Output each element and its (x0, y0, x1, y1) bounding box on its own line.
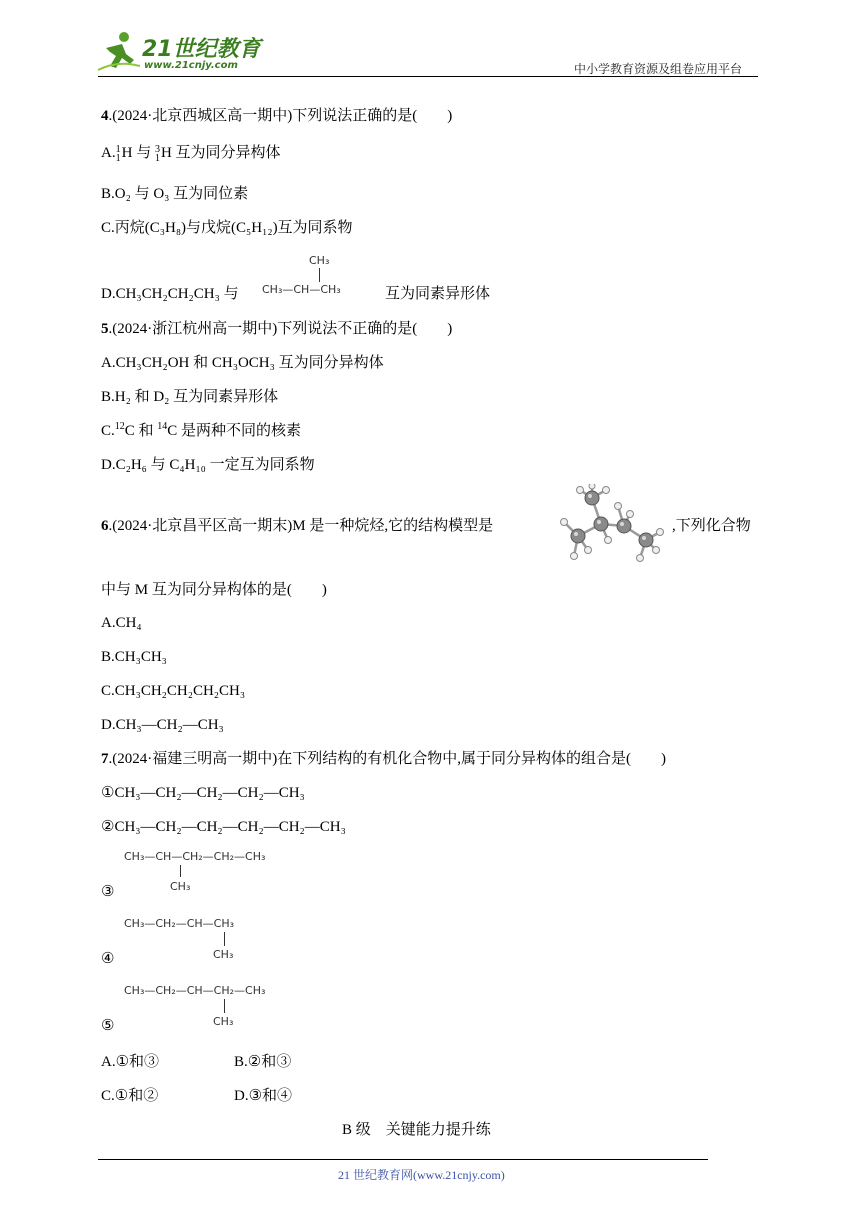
logo-url: www.21cnjy.com (144, 60, 238, 71)
q7-option-b: B.②和③ (234, 1054, 292, 1070)
q7-item-2: ②CH₃—CH₂—CH₂—CH₂—CH₂—CH₃ (101, 819, 346, 835)
q7-item-4-sub: CH₃ (213, 948, 234, 961)
q7-item-3-struct: CH₃—CH—CH₂—CH₂—CH₃ (124, 850, 266, 863)
q6-stem-line2: 中与 M 互为同分异构体的是( ) (101, 582, 327, 598)
q6-stem-after: ,下列化合物 (672, 518, 751, 534)
q7-item-5-struct: CH₃—CH₂—CH—CH₂—CH₃ (124, 984, 266, 997)
q5-c-mid: C 和 (124, 423, 158, 439)
header-tagline: 中小学教育资源及组卷应用平台 (574, 62, 743, 76)
q4-a-prefix: A. (101, 145, 116, 161)
q7-option-c: C.①和② (101, 1088, 159, 1104)
runner-logo-icon (96, 30, 140, 74)
q7-item-5-label: ⑤ (101, 1018, 115, 1034)
q4-a-el1: H (121, 145, 133, 161)
q4-a-iso2: 3 1 (154, 143, 160, 164)
q7-stem-text: .(2024·福建三明高一期中)在下列结构的有机化合物中,属于同分异构体的组合是( ) (108, 751, 666, 767)
q6-stem-text: .(2024·北京昌平区高一期末)M 是一种烷烃,它的结构模型是 (108, 518, 494, 534)
logo-text: 21世纪教育 (142, 37, 261, 62)
q4-option-c: C.丙烷(C₃H₈)与戊烷(C₅H₁₂)互为同系物 (101, 220, 353, 236)
q4-option-d-text: D.CH₃CH₂CH₂CH₃ 与 (101, 286, 239, 302)
q6-option-b: B.CH₃CH₃ (101, 649, 167, 665)
q5-c-post: C 是两种不同的核素 (167, 423, 302, 439)
q6-option-a: A.CH₄ (101, 615, 142, 631)
q5-option-a: A.CH₃CH₂OH 和 CH₃OCH₃ 互为同分异构体 (101, 355, 384, 371)
q4-d-struct-main: CH₃—CH—CH₃ (262, 283, 341, 296)
q4-stem (101, 106, 452, 126)
header-logo (96, 30, 266, 76)
q5-option-d: D.C₂H₆ 与 C₄H₁₀ 一定互为同系物 (101, 457, 315, 473)
q4-option-a (101, 143, 281, 163)
q6-stem (101, 516, 493, 536)
q4-a-el2: H (160, 145, 172, 161)
q7-option-d: D.③和④ (234, 1088, 293, 1104)
q5-option-b: B.H₂ 和 D₂ 互为同素异形体 (101, 389, 279, 405)
q7-item-5-sub: CH₃ (213, 1015, 234, 1028)
q5-stem-text: .(2024·浙江杭州高一期中)下列说法不正确的是( ) (108, 321, 453, 337)
q5-number: 5 (101, 321, 109, 337)
q7-item-5-bond (224, 999, 225, 1013)
q7-number: 7 (101, 751, 109, 767)
q5-c-m2: 14 (157, 421, 168, 432)
q6-option-d: D.CH₃—CH₂—CH₃ (101, 717, 224, 733)
section-heading: B 级 关键能力提升练 (342, 1122, 491, 1138)
q7-item-4-struct: CH₃—CH₂—CH—CH₃ (124, 917, 235, 930)
q7-item-4-bond (224, 932, 225, 946)
q4-stem-text: .(2024·北京西城区高一期中)下列说法正确的是( ) (108, 108, 453, 124)
q7-item-3-bond (180, 865, 181, 877)
q5-c-pre: C. (101, 423, 115, 439)
footer-rule (98, 1159, 708, 1160)
header-rule (98, 76, 758, 77)
q4-option-b: B.O₂ 与 O₃ 互为同位素 (101, 186, 249, 202)
q4-number: 4 (101, 108, 109, 124)
q4-option-d-suffix: 互为同素异形体 (385, 286, 491, 302)
q4-d-struct-bond (319, 268, 320, 282)
q7-item-3-label: ③ (101, 884, 115, 900)
q4-a-iso1: 1 1 (115, 143, 121, 164)
q7-item-1: ①CH₃—CH₂—CH₂—CH₂—CH₃ (101, 785, 305, 801)
q7-stem (101, 749, 666, 769)
q5-c-m1: 12 (114, 421, 125, 432)
ball-stick-model-image (556, 484, 674, 570)
q6-number: 6 (101, 518, 109, 534)
q4-d-struct-top: CH₃ (309, 254, 330, 267)
q7-item-4-label: ④ (101, 951, 115, 967)
q5-stem (101, 319, 452, 339)
q7-item-3-sub: CH₃ (170, 880, 191, 893)
q5-option-c (101, 421, 301, 441)
q4-a-mid: 与 (132, 145, 155, 161)
q4-a-suffix: 互为同分异构体 (171, 145, 281, 161)
footer-link[interactable]: 21 世纪教育网(www.21cnjy.com) (338, 1168, 505, 1182)
q6-option-c: C.CH₃CH₂CH₂CH₂CH₃ (101, 683, 246, 699)
q7-option-a: A.①和③ (101, 1054, 160, 1070)
